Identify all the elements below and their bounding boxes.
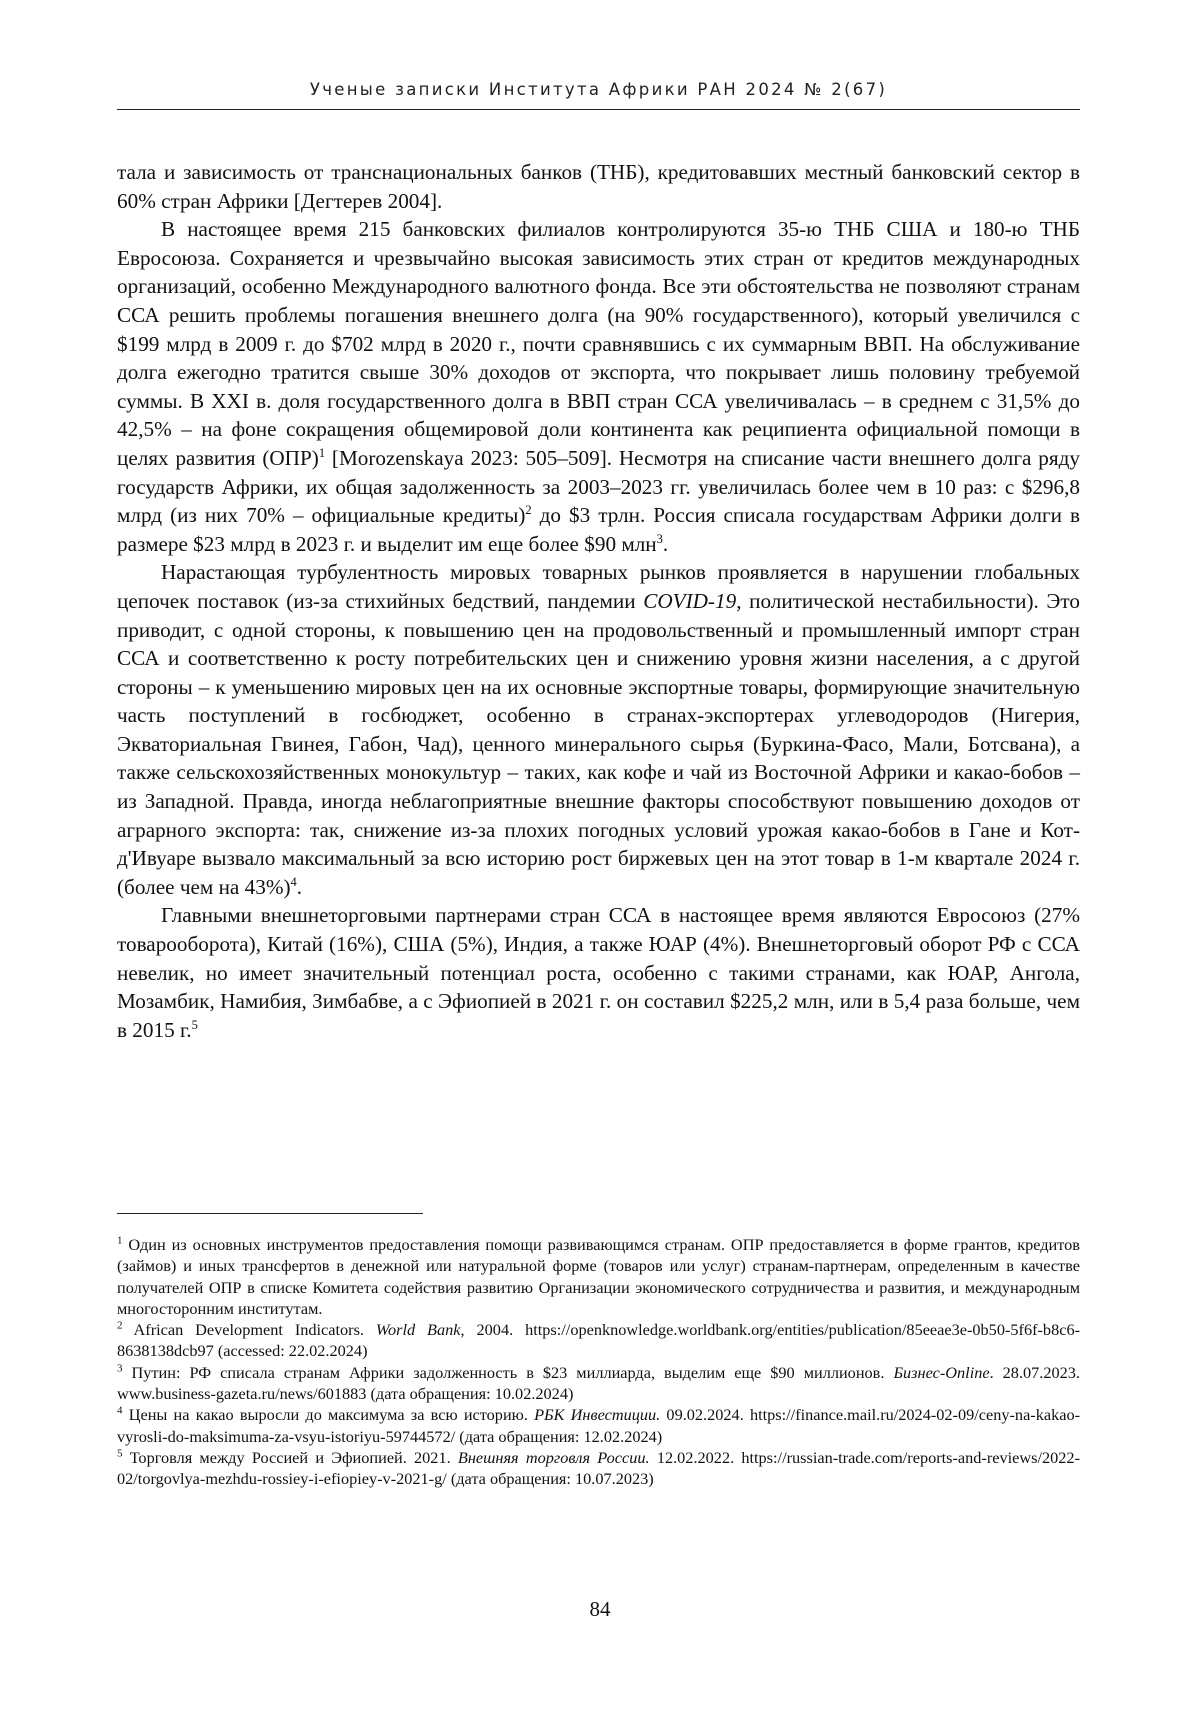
footnote-source: РБК Инвестиции. <box>534 1405 661 1425</box>
footnote <box>117 1234 1080 1319</box>
footnote-ref[interactable]: 2 <box>525 503 532 518</box>
italic-term: COVID-19 <box>643 588 737 613</box>
footnote <box>117 1447 1080 1490</box>
footnote-ref[interactable]: 4 <box>290 874 297 889</box>
header-rule <box>117 109 1080 110</box>
footnote-text[interactable]: . 28.07.2023. www.business-gazeta.ru/news/601883 (дата обращения: 10.02.2024) <box>117 1362 1080 1404</box>
footnote <box>117 1362 1080 1405</box>
footnote-text[interactable]: , 2004. https://openknowledge.worldbank.org/entities/publication/85eeae3e-0b50-5f6f-b8c6-8638138dcb97 (accessed: 22.02.2024) <box>117 1320 1080 1361</box>
footnote-text: African Development Indicators. <box>122 1320 376 1340</box>
footnote <box>117 1404 1080 1447</box>
paragraph-text: [Morozenskaya 2023: 505–509]. Несмотря на списание части внешнего долга ряду государств Африки, их общая задолженность за 2003–2023 гг. увеличилась более чем в 10 раз: с $296,8 млрд (из них 70% – официальные кредиты) <box>117 445 1080 528</box>
footnote-number: 1 <box>117 1234 123 1247</box>
footnote-source: Бизнес-Online <box>893 1362 990 1382</box>
paragraph-text: . <box>662 531 669 556</box>
footnote-source: Внешняя торговля России. <box>457 1447 650 1467</box>
footnote-number: 2 <box>117 1319 123 1332</box>
paragraph-text: . <box>296 874 303 899</box>
footnote-number: 4 <box>117 1404 123 1417</box>
footnote-number: 3 <box>117 1362 123 1375</box>
paragraph <box>117 158 1080 215</box>
footnote-text: Путин: РФ списала странам Африки задолженность в $23 миллиарда, выделим еще $90 миллионов. <box>122 1362 894 1382</box>
footnote-separator <box>117 1213 423 1214</box>
page-number: 84 <box>589 1597 611 1621</box>
paragraph-text: Нарастающая турбулентность мировых товарных рынков проявляется в нарушении глобальных цепочек поставок (из-за стихийных бедствий, пандемии <box>117 560 1080 613</box>
paragraph <box>117 558 1080 901</box>
footnote-ref[interactable]: 5 <box>191 1017 198 1032</box>
footnote-number: 5 <box>117 1447 123 1460</box>
paragraph <box>117 215 1080 558</box>
footnotes <box>117 1234 1080 1490</box>
footnote-text: Цены на какао выросли до максимума за всю историю. <box>122 1405 535 1425</box>
footnote-text: Торговля между Россией и Эфиопией. 2021. <box>122 1447 458 1467</box>
footnote <box>117 1319 1080 1362</box>
footnote-ref[interactable]: 3 <box>656 531 663 546</box>
running-header: Ученые записки Института Африки РАН 2024 № 2(67) <box>309 80 888 99</box>
footnote-ref[interactable]: 1 <box>318 445 326 460</box>
footnote-text[interactable]: 09.02.2024. https://finance.mail.ru/2024-02-09/ceny-na-kakao-vyrosli-do-maksimuma-za-vsyu-istoriyu-59744572/ (дата обращения: 12.02.2024) <box>117 1405 1081 1446</box>
paragraph-text: В настоящее время 215 банковских филиалов контролируются 35-ю ТНБ США и 180-ю ТНБ Евросоюза. Сохраняется и чрезвычайно высокая зависимость этих стран от кредитов международных организаций, особенно Международного валютного фонда. Все эти обстоятельства не позволяют странам ССА решить проблемы погашения внешнего долга (на 90% государственного), который увеличился с $199 млрд в 2009 г. до $702 млрд в 2020 г., почти сравнявшись с их суммарным ВВП. На обслуживание долга ежегодно тратится свыше 30% доходов от экспорта, что покрывает лишь половину требуемой суммы. В XXI в. доля государственного долга в ВВП стран ССА увеличивалась – в среднем с 31,5% до 42,5% – на фоне сокращения общемировой доли континента как реципиента официальной помощи в целях развития (ОПР) <box>117 217 1080 470</box>
paragraph-text: Главными внешнеторговыми партнерами стран ССА в настоящее время являются Евросоюз (27% товарооборота), Китай (16%), США (5%), Индия, а также ЮАР (4%). Внешнеторговый оборот РФ с ССА невелик, но имеет значительный потенциал роста, особенно с такими странами, как ЮАР, Ангола, Мозамбик, Намибия, Зимбабве, а с Эфиопией в 2021 г. он составил $225,2 млн, или в 5,4 раза больше, чем в 2015 г. <box>117 903 1080 1042</box>
footnote-text: Один из основных инструментов предоставления помощи развивающимся странам. ОПР предоставляется в форме грантов, кредитов (займов) и иных трансфертов в денежной или натуральной форме (товаров или услуг) странам-партнерам, определенным в качестве получателей ОПР в списке Комитета содействия развитию Организации экономического сотрудничества и развития, и международным многосторонним институтам. <box>117 1235 1080 1318</box>
paragraph-text: до $3 трлн. Россия списала государствам Африки долги в размере $23 млрд в 2023 г. и выделит им еще более $90 млн <box>117 503 1080 556</box>
paragraph-text: , политической нестабильности). Это приводит, с одной стороны, к повышению цен на продовольственный и промышленный импорт стран ССА и соответственно к росту потребительских цен и снижению уровня жизни населения, а с другой стороны – к уменьшению мировых цен на их основные экспортные товары, формирующие значительную часть поступлений в госбюджет, особенно в странах-экспортерах углеводородов (Нигерия, Экваториальная Гвинея, Габон, Чад), ценного минерального сырья (Буркина-Фасо, Мали, Ботсвана), а также сельскохозяйственных монокультур – таких, как кофе и чай из Восточной Африки и какао-бобов – из Западной. Правда, иногда неблагоприятные внешние факторы способствуют повышению доходов от аграрного экспорта: так, снижение из-за плохих погодных условий урожая какао-бобов в Гане и Кот-д'Ивуаре вызвало максимальный за всю историю рост биржевых цен на этот товар в 1-м квартале 2024 г. (более чем на 43%) <box>117 588 1080 899</box>
paragraph <box>117 901 1080 1044</box>
paragraph-text: тала и зависимость от транснациональных банков (ТНБ), кредитовавших местный банковский сектор в 60% стран Африки [Дегтерев 2004]. <box>117 160 1080 213</box>
main-text <box>117 158 1080 1044</box>
footnote-source: World Bank <box>375 1320 461 1340</box>
footnote-text[interactable]: 12.02.2022. https://russian-trade.com/reports-and-reviews/2022-02/torgovlya-mezhdu-rossiey-i-efiopiey-v-2021-g/ (дата обращения: 10.07.2023) <box>117 1447 1080 1489</box>
